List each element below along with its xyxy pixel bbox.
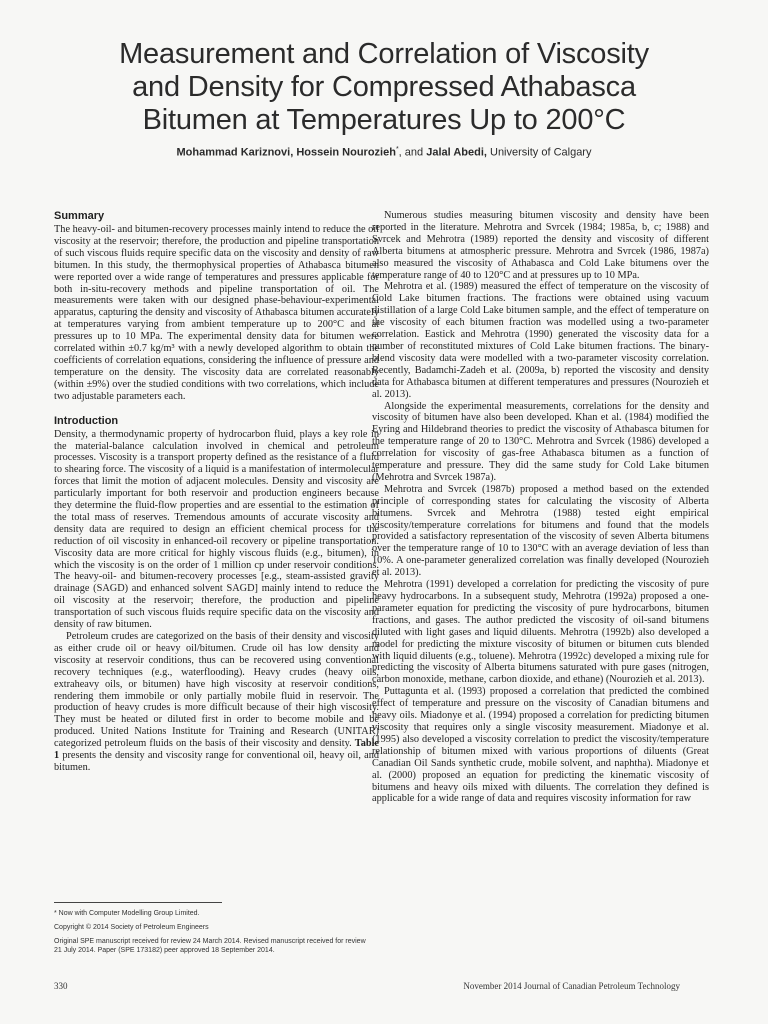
introduction-paragraph-2 bbox=[54, 631, 379, 774]
right-column bbox=[372, 210, 709, 805]
introduction-heading: Introduction bbox=[54, 414, 119, 427]
author-names: Mohammad Kariznovi, Hossein Nourozieh bbox=[176, 146, 396, 159]
footnote-copyright: Copyright © 2014 Society of Petroleum Engineers bbox=[54, 924, 209, 931]
right-paragraph-2: Mehrotra et al. (1989) measured the effect of temperature on the viscosity of Cold Lake bitumen fractions. The fractions were obtained using vacuum distillation of a large Cold Lake bitumen sample, and the effect of temperature on the viscosity of each bitumen fraction was modelled using a two-parameter correlation. Eastick and Mehrotra (1990) generated the viscosity data for a number of reconstituted mixtures of Cold Lake bitumen fractions. The binary-blend viscosity data were modelled with a two-parameter viscosity correlation. Recently, Badamchi-Zadeh et al. (2009a, b) reported the viscosity and density data for Athabasca bitumen at different temperatures and pressures (Nourozieh et al. 2013). bbox=[372, 281, 709, 400]
title-line-3: Bitumen at Temperatures Up to 200°C bbox=[142, 104, 626, 136]
summary-text: The heavy-oil- and bitumen-recovery processes mainly intend to reduce the oil viscosity at the reservoir; therefore, the production and pipeline transportation of such viscous fluids require specific data on the viscosity and density of raw bitumen. In this study, the thermophysical properties of Athabasca bitumen were reported over a wide range of temperatures and pressures applicable for both in-situ-recovery methods and pipeline transportation of oil. The measurements were taken with our designed phase-behaviour-experimental apparatus, capturing the density and viscosity of Athabasca bitumen accurately at temperatures varying from ambient temperature up to 200°C and at pressures up to 10 MPa. The experimental density data for bitumen were correlated within ±0.7 kg/m³ with a newly developed algorithm to obtain the coefficients of correlation equations, considering the influence of pressure and temperature on the density. The viscosity data are correlated reasonably (within ±9%) over the studied conditions with two correlations, which include two adjustable parameters each. bbox=[54, 224, 379, 402]
footnotes bbox=[54, 902, 369, 960]
right-paragraph-4: Mehrotra and Svrcek (1987b) proposed a method based on the extended principle of corresponding states for calculating the viscosity of Alberta bitumens. Svrcek and Mehrotra (1988) tested eight empirical viscosity/temperature correlations for bitumens and found that the models provided a satisfactory representation of the viscosity of seven Alberta bitumens over the temperature range of 10 to 130°C with an average deviation of less than 10%. A one-parameter generalized correlation was finally developed (Nourozieh et al. 2013). bbox=[372, 483, 709, 579]
summary-heading: Summary bbox=[54, 210, 105, 222]
author-footnote-marker: * bbox=[395, 146, 399, 153]
introduction-paragraph-1: Density, a thermodynamic property of hydrocarbon fluid, plays a key role in the material-balance calculation involved in chemical and petroleum processes. Viscosity is a transport property defined as the resistance of a fluid to shearing force. The viscosity of a liquid is a manifestation of intermolecular forces that limit the motion of adjacent molecules. Density and viscosity are particularly important for both reservoir and production engineers because they determine the fluid-flow properties and are essential to the estimation of the total mass of reserves. Tremendous amounts of accurate viscosity and density data are required to design an efficient chemical process for the reduction of oil viscosity in enhanced-oil recovery or pipeline transportation. Viscosity data are more critical for highly viscous fluids (e.g., bitumen), in which the viscosity is on the order of 1 million cp under reservoir conditions. The heavy-oil- and bitumen-recovery processes [e.g., steam-assisted gravity drainage (SAGD) and enhanced solvent SAGD] mainly intend to reduce the oil viscosity at the reservoir; therefore, the production and pipeline transportation of such viscous fluids require specific data on the viscosity and density of raw bitumen. bbox=[54, 428, 379, 631]
paper-title bbox=[40, 38, 728, 137]
author-third: Jalal Abedi, bbox=[426, 146, 487, 159]
author-affiliation: University of Calgary bbox=[486, 146, 592, 159]
title-line-1: Measurement and Correlation of Viscosity bbox=[119, 38, 649, 70]
intro-p2-text-before: Petroleum crudes are categorized on the basis of their density and viscosity as either crude oil or heavy oil/bitumen. Crude oil has low density and viscosity at reservoir conditions, thus can be recovered using conventional recovery techniques (e.g., waterflooding). Heavy crudes (heavy oils, extraheavy oils, or bitumen) have high viscosity at reservoir conditions, rendering them immobile or only partially mobile fluid in reservoir. The production of heavy crudes is more difficult because of their high viscosity. They must be heated or diluted first in order to become mobile and be produced. United Nations Institute for Training and Research (UNITAR) categorized petroleum fluids on the basis of their viscosity and density. bbox=[54, 631, 379, 750]
page-number: 330 bbox=[54, 981, 68, 991]
right-paragraph-3: Alongside the experimental measurements, correlations for the density and viscosity of bitumen have also been developed. Khan et al. (1984) modified the Eyring and Hildebrand theories to predict the viscosity of Athabasca bitumen for the temperature range of 20 to 130°C. Mehrotra and Svrcek (1986) developed a correlation for viscosity of gas-free Athabasca bitumen as a function of temperature and pressure. They did the same study for Cold Lake bitumen (Mehrotra and Svrcek 1987a). bbox=[372, 400, 709, 483]
author-line bbox=[60, 146, 708, 159]
footnote-divider bbox=[54, 902, 222, 903]
left-column bbox=[54, 210, 379, 774]
journal-footer: November 2014 Journal of Canadian Petroleum Technology bbox=[463, 981, 680, 991]
right-paragraph-1: Numerous studies measuring bitumen viscosity and density have been reported in the literature. Mehrotra and Svrcek (1984; 1985a, b, c; 1988) and Svrcek and Mehrotra (1989) reported the density and viscosity of different Alberta bitumens at atmospheric pressure. Mehrotra and Svrcek (1986, 1987a) also measured the viscosity of Athabasca and Cold Lake bitumens over the temperature range of 40 to 120°C and at pressures up to 10 MPa. bbox=[372, 210, 709, 281]
footnote-manuscript: Original SPE manuscript received for review 24 March 2014. Revised manuscript received for review 21 July 2014. Paper (SPE 173182) peer approved 18 September 2014. bbox=[54, 938, 366, 954]
right-paragraph-6: Puttagunta et al. (1993) proposed a correlation that predicted the combined effect of temperature and pressure on the viscosity of Canadian bitumens and heavy oils. Miadonye et al. (1994) proposed a correlation for predicting bitumen viscosity that requires only a single viscosity measurement. Miadonye et al. (1995) also developed a viscosity correlation to predict the viscosity/temperature relationship of bitumen mixed with various proportions of diluents (Great Canadian Oil Sands synthetic crude, mobile solvent, and naphtha). Miadonye et al. (2000) proposed an equation for predicting the kinematic viscosity of bitumens and heavy oils mixed with diluents. The correlation they defined is applicable for a wide range of data and requires viscosity information for raw bbox=[372, 686, 709, 805]
intro-p2-text-after: presents the density and viscosity range for conventional oil, heavy oil, and bitumen. bbox=[54, 750, 379, 773]
author-conjunction: , and bbox=[398, 146, 427, 159]
right-paragraph-5: Mehrotra (1991) developed a correlation for predicting the viscosity of pure heavy hydrocarbons. In a subsequent study, Mehrotra (1992a) proposed a one-parameter equation for predicting the viscosity of pure hydrocarbons, bitumen fractions, and gases. The author predicted the viscosity of oil-sand bitumens diluted with light gases and liquid diluents. Mehrotra (1992b) also developed a model for predicting the mixture viscosity of bitumen or bitumen cuts blended with liquid diluents (e.g., toluene). Mehrotra (1992c) developed a mixing rule for predicting the viscosity of Alberta bitumens saturated with pure gases (nitrogen, carbon monoxide, methane, carbon dioxide, and ethane) (Nourozieh et al. 2013). bbox=[372, 579, 709, 686]
title-line-2: and Density for Compressed Athabasca bbox=[132, 71, 636, 103]
table-1-reference: Table 1 bbox=[54, 738, 379, 762]
footnote-affiliation: * Now with Computer Modelling Group Limited. bbox=[54, 910, 200, 917]
